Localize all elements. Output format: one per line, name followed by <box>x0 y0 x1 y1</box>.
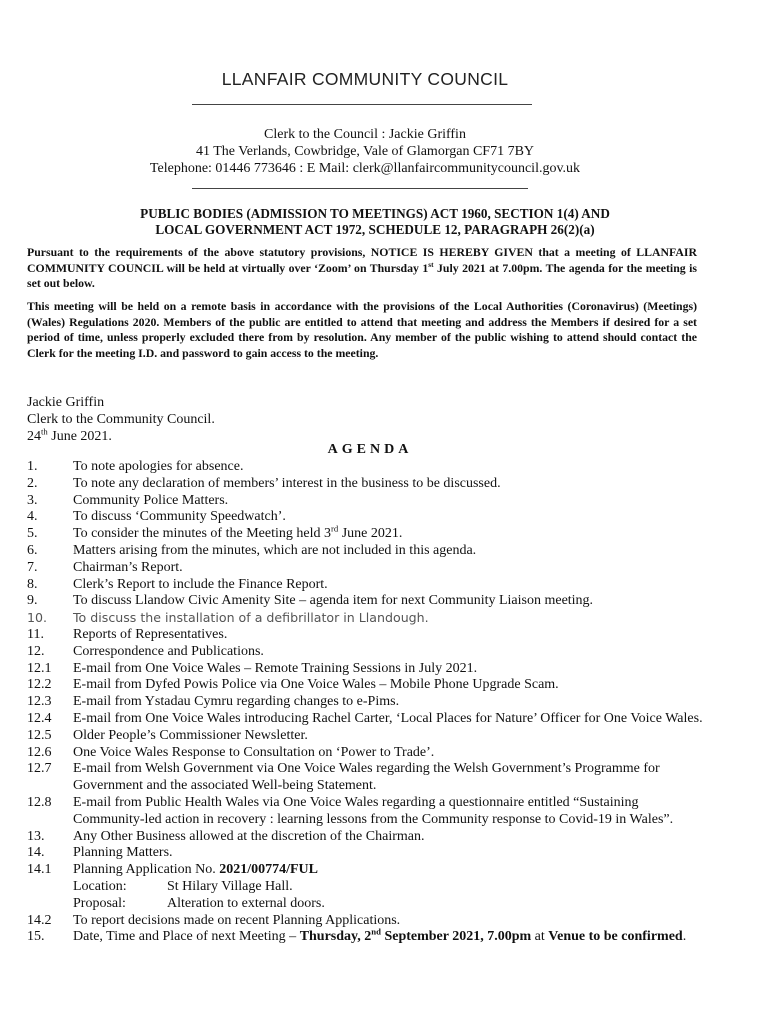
agenda-item <box>27 509 707 526</box>
item-text: To note any declaration of members’ interest in the business to be discussed. <box>73 475 501 491</box>
item-text: E-mail from Public Health Wales via One Voice Wales regarding a questionnaire entitled “Sustaining Community-led action in recovery : learning lessons from the Community response to Covid-19 in Wales”. <box>73 794 674 827</box>
signature-role: Clerk to the Community Council. <box>27 412 215 427</box>
agenda-item <box>27 795 707 829</box>
item-number: 12.2 <box>27 677 52 693</box>
agenda-item <box>27 829 707 846</box>
agenda-item <box>27 610 707 627</box>
item-number: 10. <box>27 610 48 626</box>
item-text: To report decisions made on recent Planning Applications. <box>73 912 401 928</box>
agenda-list <box>27 459 707 946</box>
item-text: To discuss ‘Community Speedwatch’. <box>73 509 286 525</box>
location-value: St Hilary Village Hall. <box>167 878 293 894</box>
item-number: 8. <box>27 576 38 592</box>
item-number: 12.3 <box>27 694 52 710</box>
item-number: 4. <box>27 509 38 525</box>
item-text: Reports of Representatives. <box>73 626 228 642</box>
item-sup: rd <box>330 523 339 534</box>
item-text: Clerk’s Report to include the Finance Report. <box>73 576 328 592</box>
item-text <box>73 523 707 543</box>
item-text-a: To consider the minutes of the Meeting held 3 <box>73 526 331 542</box>
date-day: 24 <box>27 429 41 444</box>
item-number: 11. <box>27 626 44 642</box>
proposal-row <box>73 896 707 913</box>
signature-name: Jackie Griffin <box>27 395 105 410</box>
item-text: Planning Matters. <box>73 845 173 861</box>
meeting-venue: Venue to be confirmed <box>548 929 683 945</box>
item-text: Older People’s Commissioner Newsletter. <box>73 727 308 743</box>
remote-meeting-paragraph: This meeting will be held on a remote basis in accordance with the provisions of the Local Authorities (Coronavirus) (Meetings) (Wales) Regulations 2020. Members of the public are entitled to attend that meeting and address the Members if desired for a set period of time, unless properly excluded there from by resolution. Any member of the public wishing to attend should contact the Clerk for the meeting I.D. and password to gain access to the meeting. <box>27 299 697 360</box>
agenda-item <box>27 644 707 661</box>
item-number: 12.7 <box>27 761 52 777</box>
item-text: E-mail from Welsh Government via One Voice Wales regarding the Welsh Government’s Programme for Government and the associated Well-being Statement. <box>73 761 660 794</box>
item-number: 1. <box>27 459 38 474</box>
item-text <box>73 926 707 946</box>
item-number: 13. <box>27 828 45 844</box>
item-number: 5. <box>27 526 38 542</box>
meeting-date-time: September 2021, 7.00pm <box>380 929 532 945</box>
item-text-a: Planning Application No. <box>73 862 220 878</box>
item-text: To note apologies for absence. <box>73 459 244 474</box>
agenda-item <box>27 560 707 577</box>
item-number: 12. <box>27 643 45 659</box>
item-number: 7. <box>27 559 38 575</box>
item-number: 3. <box>27 492 38 508</box>
item-text-c: . <box>682 929 687 945</box>
agenda-item <box>27 745 707 762</box>
item-text: To discuss Llandow Civic Amenity Site – agenda item for next Community Liaison meeting. <box>73 593 594 609</box>
notice-text-a: Pursuant to the requirements of the above statutory provisions, NOTICE IS HEREBY GIVEN that a meeting of LLANFAIR COMMUNITY COUNCIL will be held at virtually over ‘Zoom’ on Thursday 1 <box>27 245 697 275</box>
date-rest: June 2021. <box>47 429 112 444</box>
notice-sup: st <box>428 259 434 269</box>
item-sup: nd <box>371 926 381 937</box>
agenda-item <box>27 523 707 543</box>
agenda-item <box>27 761 707 795</box>
contact-line: Telephone: 01446 773646 : E Mail: clerk@llanfaircommunitycouncil.gov.uk <box>149 161 581 176</box>
item-number: 12.6 <box>27 744 52 760</box>
item-number: 12.4 <box>27 710 52 726</box>
item-text <box>73 862 707 912</box>
council-title: LLANFAIR COMMUNITY COUNCIL <box>221 69 509 89</box>
agenda-item <box>27 661 707 678</box>
agenda-item <box>27 913 707 930</box>
item-text: Correspondence and Publications. <box>73 643 264 659</box>
agenda-item-next-meeting <box>27 926 707 946</box>
item-text: E-mail from Dyfed Powis Police via One Voice Wales – Mobile Phone Upgrade Scam. <box>73 677 559 693</box>
agenda-item-planning-application <box>27 862 707 912</box>
item-text: E-mail from One Voice Wales – Remote Training Sessions in July 2021. <box>73 660 478 676</box>
meeting-notice-paragraph <box>27 245 697 292</box>
agenda-item <box>27 577 707 594</box>
item-text-b: at <box>531 929 549 945</box>
item-text: Community Police Matters. <box>73 492 229 508</box>
item-text: Matters arising from the minutes, which are not included in this agenda. <box>73 542 477 558</box>
agenda-item <box>27 493 707 510</box>
agenda-item <box>27 711 707 728</box>
contact-divider <box>192 188 528 189</box>
agenda-item <box>27 677 707 694</box>
agenda-item <box>27 694 707 711</box>
agenda-item <box>27 593 707 610</box>
item-text: Any Other Business allowed at the discretion of the Chairman. <box>73 828 425 844</box>
meeting-day: Thursday, 2 <box>299 929 372 945</box>
proposal-label: Proposal: <box>73 895 126 911</box>
date-sup: th <box>41 426 48 437</box>
item-number: 9. <box>27 593 38 609</box>
item-number: 12.5 <box>27 727 52 743</box>
item-text-b: June 2021. <box>338 526 403 542</box>
item-number: 15. <box>27 929 45 945</box>
agenda-item <box>27 728 707 745</box>
application-number: 2021/00774/FUL <box>219 862 318 878</box>
notice-text-b: July 2021 at 7.00pm. The agenda for the meeting is set out below. <box>27 260 697 291</box>
clerk-line: Clerk to the Council : Jackie Griffin <box>264 127 466 142</box>
item-number: 14. <box>27 845 45 861</box>
agenda-item <box>27 845 707 862</box>
agenda-item <box>27 627 707 644</box>
item-text: E-mail from Ystadau Cymru regarding changes to e-Pims. <box>73 694 400 710</box>
statute-heading-line-1: PUBLIC BODIES (ADMISSION TO MEETINGS) ACT 1960, SECTION 1(4) AND <box>140 206 610 221</box>
item-number: 14.2 <box>27 912 52 928</box>
agenda-item <box>27 543 707 560</box>
item-number: 6. <box>27 542 38 558</box>
location-row <box>73 879 707 896</box>
title-divider <box>192 104 532 105</box>
statute-heading-line-2: LOCAL GOVERNMENT ACT 1972, SCHEDULE 12, PARAGRAPH 26(2)(a) <box>155 222 595 237</box>
item-text: To discuss the installation of a defibrillator in Llandough. <box>73 610 429 626</box>
item-text: One Voice Wales Response to Consultation on ‘Power to Trade’. <box>73 744 435 760</box>
location-label: Location: <box>73 878 127 894</box>
item-text: E-mail from One Voice Wales introducing Rachel Carter, ‘Local Places for Nature’ Officer for One Voice Wales. <box>73 710 703 726</box>
item-number: 12.1 <box>27 660 52 676</box>
agenda-item <box>27 476 707 493</box>
item-number: 12.8 <box>27 794 52 810</box>
item-text: Chairman’s Report. <box>73 559 183 575</box>
proposal-value: Alteration to external doors. <box>167 895 325 911</box>
agenda-item <box>27 459 707 476</box>
item-number: 2. <box>27 475 38 491</box>
item-text-a: Date, Time and Place of next Meeting – <box>73 929 300 945</box>
address-line: 41 The Verlands, Cowbridge, Vale of Glamorgan CF71 7BY <box>195 144 535 159</box>
agenda-title: AGENDA <box>327 442 413 457</box>
item-number: 14.1 <box>27 862 52 878</box>
